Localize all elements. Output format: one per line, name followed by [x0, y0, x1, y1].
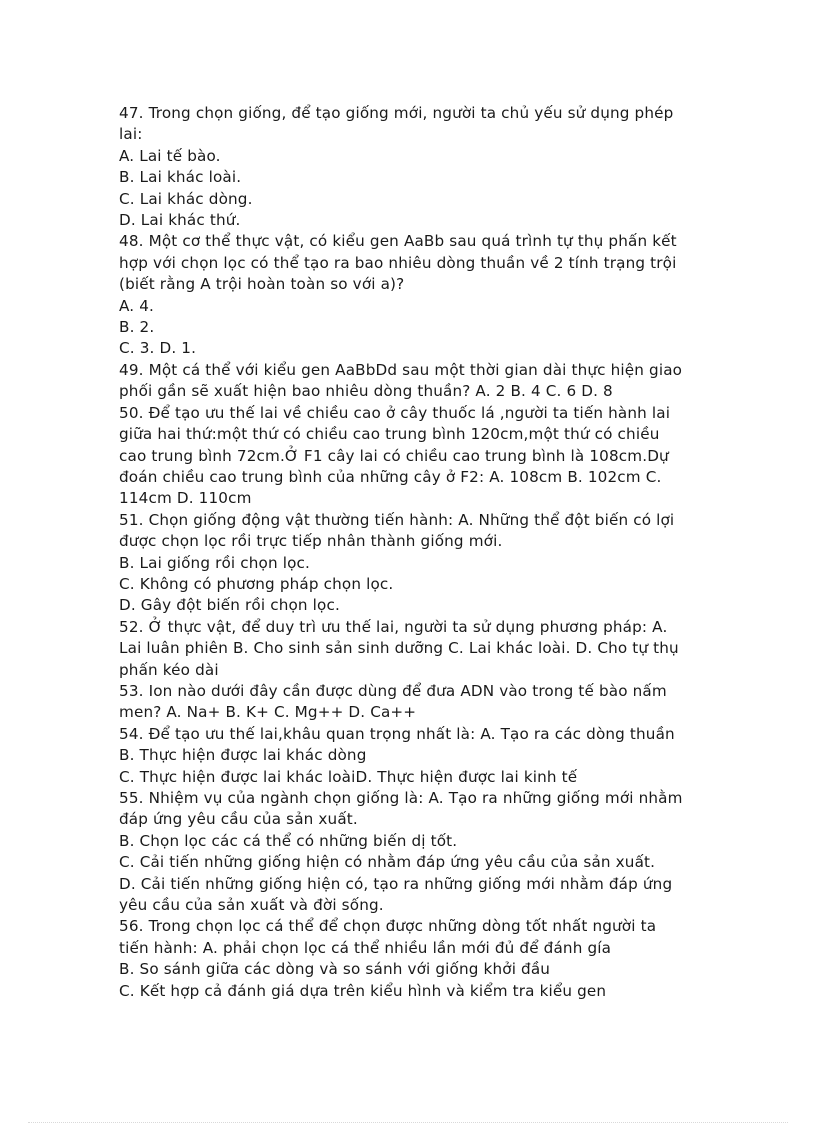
- text-line: 53. Ion nào dưới đây cần được dùng để đưa ADN vào trong tế bào nấm: [119, 681, 667, 700]
- text-line: 50. Để tạo ưu thế lai về chiều cao ở cây thuốc lá ,người ta tiến hành lai: [119, 403, 671, 422]
- text-line: men? A. Na+ B. K+ C. Mg++ D. Ca++: [119, 703, 417, 722]
- text-line: tiến hành: A. phải chọn lọc cá thể nhiều lần mới đủ để đánh gía: [119, 938, 612, 957]
- text-line: 56. Trong chọn lọc cá thể để chọn được những dòng tốt nhất người ta: [119, 917, 657, 936]
- text-line: 114cm D. 110cm: [119, 489, 252, 508]
- text-line: C. 3. D. 1.: [119, 339, 197, 358]
- text-line: cao trung bình 72cm.Ở F1 cây lai có chiều cao trung bình là 108cm.Dự: [119, 446, 669, 465]
- text-line: 51. Chọn giống động vật thường tiến hành: A. Những thể đột biến có lợi: [119, 510, 675, 529]
- text-line: C. Không có phương pháp chọn lọc.: [119, 574, 394, 593]
- text-line: B. Thực hiện được lai khác dòng: [119, 746, 367, 765]
- text-line: hợp với chọn lọc có thể tạo ra bao nhiêu dòng thuần về 2 tính trạng trội: [119, 253, 677, 272]
- text-line: B. 2.: [119, 318, 155, 337]
- text-line: 54. Để tạo ưu thế lai,khâu quan trọng nhất là: A. Tạo ra các dòng thuần: [119, 724, 675, 743]
- text-line: đoán chiều cao trung bình của những cây ở F2: A. 108cm B. 102cm C.: [119, 467, 662, 486]
- text-line: được chọn lọc rồi trực tiếp nhân thành giống mới.: [119, 532, 503, 551]
- text-line: B. Lai giống rồi chọn lọc.: [119, 553, 311, 572]
- text-line: B. Lai khác loài.: [119, 168, 242, 187]
- text-line: 49. Một cá thể với kiểu gen AaBbDd sau một thời gian dài thực hiện giao: [119, 360, 683, 379]
- text-line: phấn kéo dài: [119, 660, 219, 679]
- text-line: giữa hai thứ:một thứ có chiều cao trung bình 120cm,một thứ có chiều: [119, 425, 660, 444]
- text-line: D. Cải tiến những giống hiện có, tạo ra những giống mới nhằm đáp ứng: [119, 874, 673, 893]
- text-line: A. 4.: [119, 296, 155, 315]
- text-line: B. So sánh giữa các dòng và so sánh với giống khởi đầu: [119, 960, 551, 979]
- text-line: C. Thực hiện được lai khác loàiD. Thực hiện được lai kinh tế: [119, 767, 578, 786]
- text-line: yêu cầu của sản xuất và đời sống.: [119, 896, 384, 915]
- text-line: B. Chọn lọc các cá thể có những biến dị tốt.: [119, 831, 458, 850]
- text-line: C. Cải tiến những giống hiện có nhằm đáp ứng yêu cầu của sản xuất.: [119, 853, 656, 872]
- text-line: 55. Nhiệm vụ của ngành chọn giống là: A. Tạo ra những giống mới nhằm: [119, 789, 683, 807]
- text-line: D. Gây đột biến rồi chọn lọc.: [119, 596, 340, 615]
- text-line: C. Kết hợp cả đánh giá dựa trên kiểu hình và kiểm tra kiểu gen: [119, 981, 607, 1000]
- text-line: phối gần sẽ xuất hiện bao nhiêu dòng thuần? A. 2 B. 4 C. 6 D. 8: [119, 382, 613, 401]
- text-line: 47. Trong chọn giống, để tạo giống mới, người ta chủ yếu sử dụng phép: [119, 104, 674, 122]
- text-line: 52. Ở thực vật, để duy trì ưu thế lai, người ta sử dụng phương pháp: A.: [119, 617, 668, 636]
- text-line: Lai luân phiên B. Cho sinh sản sinh dưỡng C. Lai khác loài. D. Cho tự thụ: [119, 639, 679, 658]
- text-line: D. Lai khác thứ.: [119, 211, 241, 230]
- text-line: đáp ứng yêu cầu của sản xuất.: [119, 810, 358, 829]
- text-line: 48. Một cơ thể thực vật, có kiểu gen AaBb sau quá trình tự thụ phấn kết: [119, 232, 677, 251]
- text-line: (biết rằng A trội hoàn toàn so với a)?: [119, 275, 405, 294]
- text-line: lai:: [119, 125, 143, 144]
- text-line: C. Lai khác dòng.: [119, 189, 253, 208]
- text-line: A. Lai tế bào.: [119, 146, 221, 165]
- question-text-block: [119, 103, 699, 1002]
